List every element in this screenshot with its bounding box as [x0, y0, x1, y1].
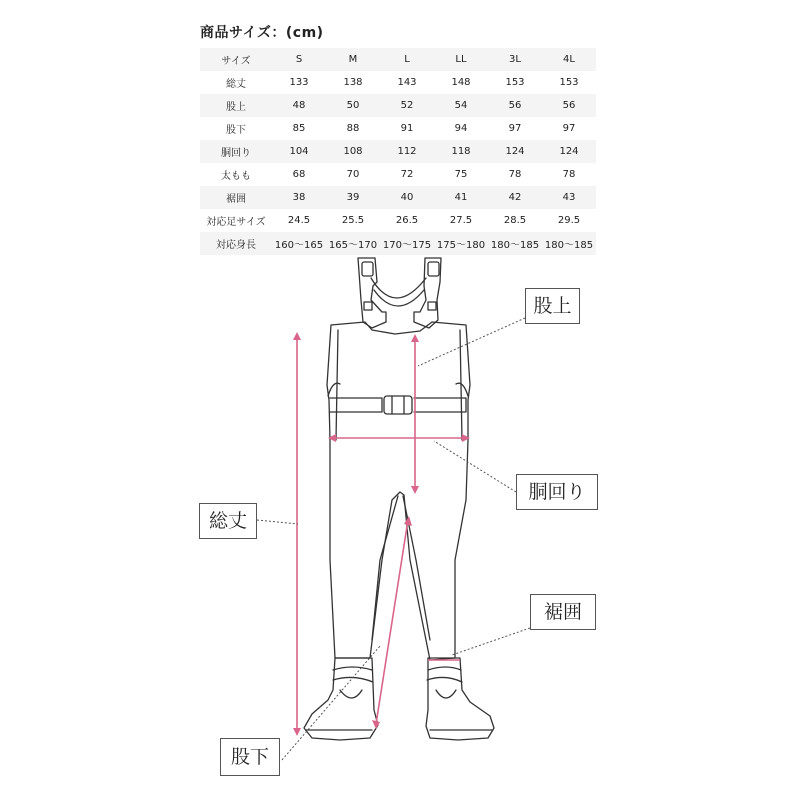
table-row [200, 209, 596, 232]
hem-label: 裾囲 [530, 594, 596, 630]
leader-waist [434, 441, 516, 492]
table-cell: 70 [326, 163, 380, 186]
row-label-cell: 股下 [200, 117, 272, 140]
table-cell: 97 [542, 117, 596, 140]
row-label-cell: サイズ [200, 48, 272, 71]
table-cell: 28.5 [488, 209, 542, 232]
table-cell: 41 [434, 186, 488, 209]
size-header-cell: M [326, 48, 380, 71]
table-cell: 108 [326, 140, 380, 163]
table-cell: 26.5 [380, 209, 434, 232]
table-cell: 153 [542, 71, 596, 94]
table-cell: 88 [326, 117, 380, 140]
table-cell: 143 [380, 71, 434, 94]
waders-illustration [304, 258, 494, 740]
size-header-cell: 3L [488, 48, 542, 71]
table-cell: 133 [272, 71, 326, 94]
measurement-lines [293, 332, 470, 736]
table-cell: 91 [380, 117, 434, 140]
table-cell: 170～175 [380, 232, 434, 255]
total-length-label: 総丈 [199, 503, 257, 539]
size-header-cell: L [380, 48, 434, 71]
table-cell: 94 [434, 117, 488, 140]
table-cell: 56 [488, 94, 542, 117]
table-row [200, 140, 596, 163]
table-cell: 48 [272, 94, 326, 117]
row-label-cell: 股上 [200, 94, 272, 117]
crotch-top-label: 股上 [525, 288, 580, 324]
size-table [200, 48, 596, 255]
table-header-row [200, 48, 596, 71]
left-boot [304, 658, 378, 740]
row-label-cell: 対応足サイズ [200, 209, 272, 232]
table-cell: 25.5 [326, 209, 380, 232]
inseam-label: 股下 [220, 738, 280, 776]
table-cell: 124 [488, 140, 542, 163]
table-row [200, 163, 596, 186]
table-cell: 78 [542, 163, 596, 186]
table-cell: 180～185 [488, 232, 542, 255]
buckle-left [362, 262, 373, 276]
table-row [200, 186, 596, 209]
table-row [200, 94, 596, 117]
buckle-right [428, 262, 439, 276]
table-cell: 39 [326, 186, 380, 209]
table-cell: 54 [434, 94, 488, 117]
waist-belt [330, 398, 382, 412]
row-label-cell: 胴回り [200, 140, 272, 163]
table-cell: 68 [272, 163, 326, 186]
table-row [200, 71, 596, 94]
table-cell: 165～170 [326, 232, 380, 255]
inseam-line [376, 520, 408, 724]
page-title: 商品サイズ：(cm) [200, 25, 324, 41]
table-cell: 104 [272, 140, 326, 163]
table-cell: 42 [488, 186, 542, 209]
waders-diagram [0, 250, 800, 800]
table-cell: 27.5 [434, 209, 488, 232]
table-cell: 29.5 [542, 209, 596, 232]
row-label-cell: 太もも [200, 163, 272, 186]
size-header-cell: 4L [542, 48, 596, 71]
table-cell: 78 [488, 163, 542, 186]
table-cell: 24.5 [272, 209, 326, 232]
yoke [371, 278, 426, 298]
belt-buckle [384, 396, 412, 414]
row-label-cell: 裾囲 [200, 186, 272, 209]
size-header-cell: S [272, 48, 326, 71]
table-cell: 118 [434, 140, 488, 163]
leader-lines [257, 318, 530, 760]
table-cell: 85 [272, 117, 326, 140]
size-table-body [200, 48, 596, 255]
table-cell: 97 [488, 117, 542, 140]
table-cell: 153 [488, 71, 542, 94]
table-cell: 50 [326, 94, 380, 117]
leader-total [257, 520, 298, 524]
table-cell: 112 [380, 140, 434, 163]
table-cell: 75 [434, 163, 488, 186]
table-row [200, 117, 596, 140]
table-cell: 43 [542, 186, 596, 209]
table-cell: 52 [380, 94, 434, 117]
table-cell: 72 [380, 163, 434, 186]
table-cell: 175～180 [434, 232, 488, 255]
table-cell: 160～165 [272, 232, 326, 255]
table-cell: 38 [272, 186, 326, 209]
table-cell: 138 [326, 71, 380, 94]
table-cell: 180～185 [542, 232, 596, 255]
row-label-cell: 総丈 [200, 71, 272, 94]
table-cell: 148 [434, 71, 488, 94]
table-cell: 40 [380, 186, 434, 209]
table-cell: 124 [542, 140, 596, 163]
size-header-cell: LL [434, 48, 488, 71]
waist-label: 胴回り [516, 474, 598, 510]
leader-crotch-top [418, 318, 525, 366]
table-cell: 56 [542, 94, 596, 117]
leader-hem [452, 628, 530, 655]
waders-body [327, 322, 470, 660]
row-label-cell: 対応身長 [200, 232, 272, 255]
